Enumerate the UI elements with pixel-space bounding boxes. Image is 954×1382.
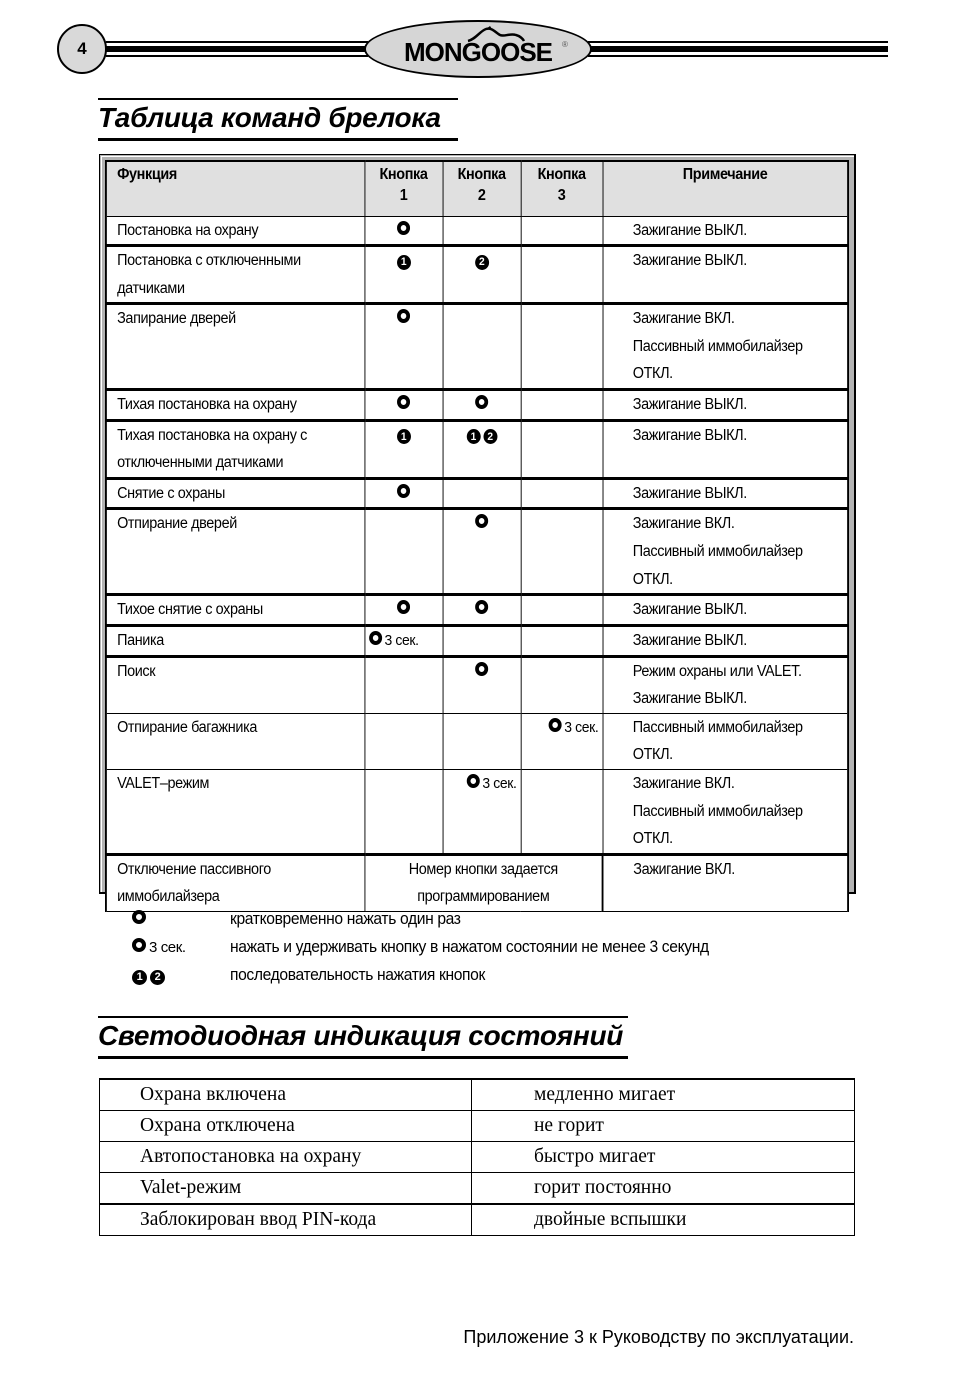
note-line: Зажигание ВКЛ. <box>632 515 735 533</box>
note-line: Зажигание ВЫКЛ. <box>632 601 747 619</box>
hold-duration-label: 3 сек. <box>149 939 186 956</box>
section-title-keyfob-commands: Таблица команд брелока <box>98 98 458 141</box>
function-cell: Поиск <box>106 656 365 713</box>
press-hold-symbol <box>467 770 517 798</box>
function-cell: Отпирание дверей <box>106 509 365 595</box>
sequence-symbol <box>466 430 497 444</box>
press-once-symbol <box>397 401 410 409</box>
sequence-1-icon: 1 <box>397 429 411 444</box>
press-ring-icon <box>475 514 488 528</box>
button2-cell <box>443 769 521 854</box>
command-row <box>106 595 848 626</box>
header-button2: Кнопка 2 <box>443 161 521 216</box>
mongoose-animal-icon <box>466 25 526 43</box>
command-row <box>106 656 848 713</box>
legend-symbol <box>132 905 222 933</box>
button2-cell <box>443 216 521 246</box>
button1-cell <box>364 246 442 304</box>
note-line: Зажигание ВЫКЛ. <box>632 631 747 649</box>
note-line: Зажигание ВЫКЛ. <box>632 252 747 270</box>
hold-duration-label: 3 сек. <box>482 775 517 793</box>
note-cell <box>603 246 849 304</box>
command-row <box>106 216 848 246</box>
press-once-symbol <box>475 606 488 614</box>
function-cell: Отключение пассивного иммобилайзера <box>106 854 365 911</box>
function-cell: Снятие с охраны <box>106 478 365 509</box>
led-state-cell: Автопостановка на охрану <box>100 1142 472 1173</box>
command-row <box>106 713 848 769</box>
sequence-first-symbol <box>397 256 411 270</box>
note-cell <box>603 216 849 246</box>
button2-cell <box>443 656 521 713</box>
button3-cell <box>521 304 603 390</box>
press-ring-icon <box>397 221 410 235</box>
note-cell <box>603 769 849 854</box>
command-row <box>106 304 848 390</box>
led-indication-cell: горит постоянно <box>472 1173 855 1205</box>
note-line: Зажигание ВКЛ. <box>632 774 735 792</box>
button3-cell <box>521 625 603 656</box>
led-state-cell: Охрана включена <box>100 1079 472 1111</box>
note-cell <box>603 854 849 911</box>
command-row <box>106 854 848 911</box>
button2-cell <box>443 390 521 421</box>
command-row <box>106 509 848 595</box>
header-note: Примечание <box>603 161 849 216</box>
button2-cell <box>443 713 521 769</box>
sequence-second-symbol <box>475 256 489 270</box>
button2-cell <box>443 478 521 509</box>
sequence-2-icon: 2 <box>483 429 497 444</box>
command-row <box>106 769 848 854</box>
led-state-cell: Valet-режим <box>100 1173 472 1205</box>
button3-cell <box>521 390 603 421</box>
header-button1: Кнопка 1 <box>364 161 442 216</box>
button1-cell <box>364 625 442 656</box>
press-once-symbol <box>397 606 410 614</box>
press-ring-icon <box>475 662 488 676</box>
button1-cell <box>364 478 442 509</box>
logo-text: MONGOOSE <box>403 36 552 67</box>
button2-cell <box>443 246 521 304</box>
led-indication-table <box>99 1078 855 1236</box>
press-once-symbol <box>132 916 146 924</box>
button1-cell <box>364 216 442 246</box>
note-line: Пассивный иммобилайзер <box>632 718 803 736</box>
press-ring-icon <box>132 938 146 952</box>
header-stripe-left <box>106 41 368 57</box>
button3-cell <box>521 595 603 626</box>
hold-duration-label: 3 сек. <box>384 632 419 650</box>
press-ring-icon <box>369 631 382 645</box>
led-row <box>100 1142 855 1173</box>
button2-cell <box>443 304 521 390</box>
note-line: Зажигание ВЫКЛ. <box>632 396 747 414</box>
note-line: Пассивный иммобилайзер <box>632 802 803 820</box>
command-row <box>106 478 848 509</box>
sequence-symbol <box>132 971 165 985</box>
press-once-symbol <box>475 520 488 528</box>
command-row <box>106 625 848 656</box>
function-cell: Постановка с отключенными датчиками <box>106 246 365 304</box>
sequence-first-symbol <box>397 430 411 444</box>
note-line: Пассивный иммобилайзер <box>632 543 803 561</box>
section-title-led-indication: Светодиодная индикация состояний <box>98 1016 628 1059</box>
function-cell: Тихая постановка на охрану <box>106 390 365 421</box>
press-ring-icon <box>475 600 488 614</box>
sequence-2-icon: 2 <box>475 255 489 270</box>
press-ring-icon <box>397 484 410 498</box>
note-cell <box>603 595 849 626</box>
led-indication-cell: быстро мигает <box>472 1142 855 1173</box>
button1-cell <box>364 304 442 390</box>
command-table <box>105 160 849 912</box>
note-line: Зажигание ВЫКЛ. <box>632 426 747 444</box>
button2-cell <box>443 420 521 478</box>
note-line: ОТКЛ. <box>632 746 673 764</box>
button-assignment-cell: Номер кнопки задается программированием <box>364 854 602 911</box>
function-cell: Постановка на охрану <box>106 216 365 246</box>
led-indication-cell: не горит <box>472 1111 855 1142</box>
function-cell: Тихое снятие с охраны <box>106 595 365 626</box>
button1-cell <box>364 656 442 713</box>
note-line: ОТКЛ. <box>632 570 673 588</box>
button1-cell <box>364 390 442 421</box>
sequence-1-icon: 1 <box>466 429 480 444</box>
sequence-2-icon: 2 <box>150 970 165 985</box>
registered-mark: ® <box>562 40 568 49</box>
press-ring-icon <box>467 774 480 788</box>
led-indication-cell: двойные вспышки <box>472 1204 855 1236</box>
press-ring-icon <box>397 309 410 323</box>
header-button3: Кнопка 3 <box>521 161 603 216</box>
function-cell: Отпирание багажника <box>106 713 365 769</box>
note-line: Зажигание ВКЛ. <box>632 310 735 328</box>
header-function: Функция <box>106 161 365 216</box>
note-line: Зажигание ВЫКЛ. <box>632 221 747 239</box>
mongoose-logo <box>364 20 592 78</box>
function-cell: Тихая постановка на охрану с отключенными датчиками <box>106 420 365 478</box>
led-row <box>100 1173 855 1205</box>
button3-cell <box>521 656 603 713</box>
legend-symbol <box>132 933 222 962</box>
note-cell <box>603 656 849 713</box>
press-once-symbol <box>475 401 488 409</box>
button3-cell <box>521 509 603 595</box>
led-state-cell: Охрана отключена <box>100 1111 472 1142</box>
press-once-symbol <box>397 227 410 235</box>
command-table-header <box>106 161 848 216</box>
led-row <box>100 1111 855 1142</box>
command-table-frame <box>99 154 856 906</box>
note-line: Режим охраны или VALET. <box>632 662 802 680</box>
led-state-cell: Заблокирован ввод PIN-кода <box>100 1204 472 1236</box>
note-cell <box>603 390 849 421</box>
press-once-symbol <box>397 315 410 323</box>
note-line: Зажигание ВЫКЛ. <box>632 690 747 708</box>
button2-cell <box>443 595 521 626</box>
led-row <box>100 1079 855 1111</box>
button2-cell <box>443 509 521 595</box>
button2-cell <box>443 625 521 656</box>
note-line: Пассивный иммобилайзер <box>632 337 803 355</box>
header-stripe-right <box>588 41 888 57</box>
note-cell <box>603 420 849 478</box>
note-line: ОТКЛ. <box>632 830 673 848</box>
legend-description: кратковременно нажать один раз <box>230 909 461 928</box>
sequence-1-icon: 1 <box>397 255 411 270</box>
note-cell <box>603 304 849 390</box>
command-row <box>106 420 848 478</box>
button3-cell <box>521 713 603 769</box>
hold-duration-label: 3 сек. <box>564 719 599 736</box>
button3-cell <box>521 769 603 854</box>
led-row <box>100 1204 855 1236</box>
press-hold-symbol <box>548 714 598 742</box>
press-once-symbol <box>397 490 410 498</box>
sequence-1-icon: 1 <box>132 970 147 985</box>
led-indication-cell: медленно мигает <box>472 1079 855 1111</box>
press-ring-icon <box>132 910 146 924</box>
button3-cell <box>521 246 603 304</box>
footer-text: Приложение 3 к Руководству по эксплуатации. <box>463 1327 854 1347</box>
note-cell <box>603 478 849 509</box>
button3-cell <box>521 420 603 478</box>
press-ring-icon <box>397 395 410 409</box>
press-once-symbol <box>475 668 488 676</box>
note-line: ОТКЛ. <box>632 365 673 383</box>
legend-description: последовательность нажатия кнопок <box>230 965 485 984</box>
function-cell: Паника <box>106 625 365 656</box>
note-cell <box>603 713 849 769</box>
button1-cell <box>364 509 442 595</box>
page-header <box>0 0 954 90</box>
press-hold-symbol <box>369 627 419 655</box>
button1-cell <box>364 769 442 854</box>
page-number: 4 <box>57 24 107 74</box>
button1-cell <box>364 713 442 769</box>
button3-cell <box>521 478 603 509</box>
note-line: Зажигание ВКЛ. <box>633 860 735 878</box>
note-line: Зажигание ВЫКЛ. <box>632 484 747 502</box>
legend-symbol <box>132 961 222 989</box>
note-cell <box>603 509 849 595</box>
press-hold-symbol <box>132 934 186 962</box>
function-cell: Запирание дверей <box>106 304 365 390</box>
button1-cell <box>364 595 442 626</box>
press-ring-icon <box>397 600 410 614</box>
note-cell <box>603 625 849 656</box>
command-row <box>106 390 848 421</box>
press-ring-icon <box>475 395 488 409</box>
button3-cell <box>521 216 603 246</box>
command-row <box>106 246 848 304</box>
press-ring-icon <box>548 718 561 732</box>
function-cell: VALET–режим <box>106 769 365 854</box>
button1-cell <box>364 420 442 478</box>
legend-description: нажать и удерживать кнопку в нажатом состоянии не менее 3 секунд <box>230 937 709 956</box>
